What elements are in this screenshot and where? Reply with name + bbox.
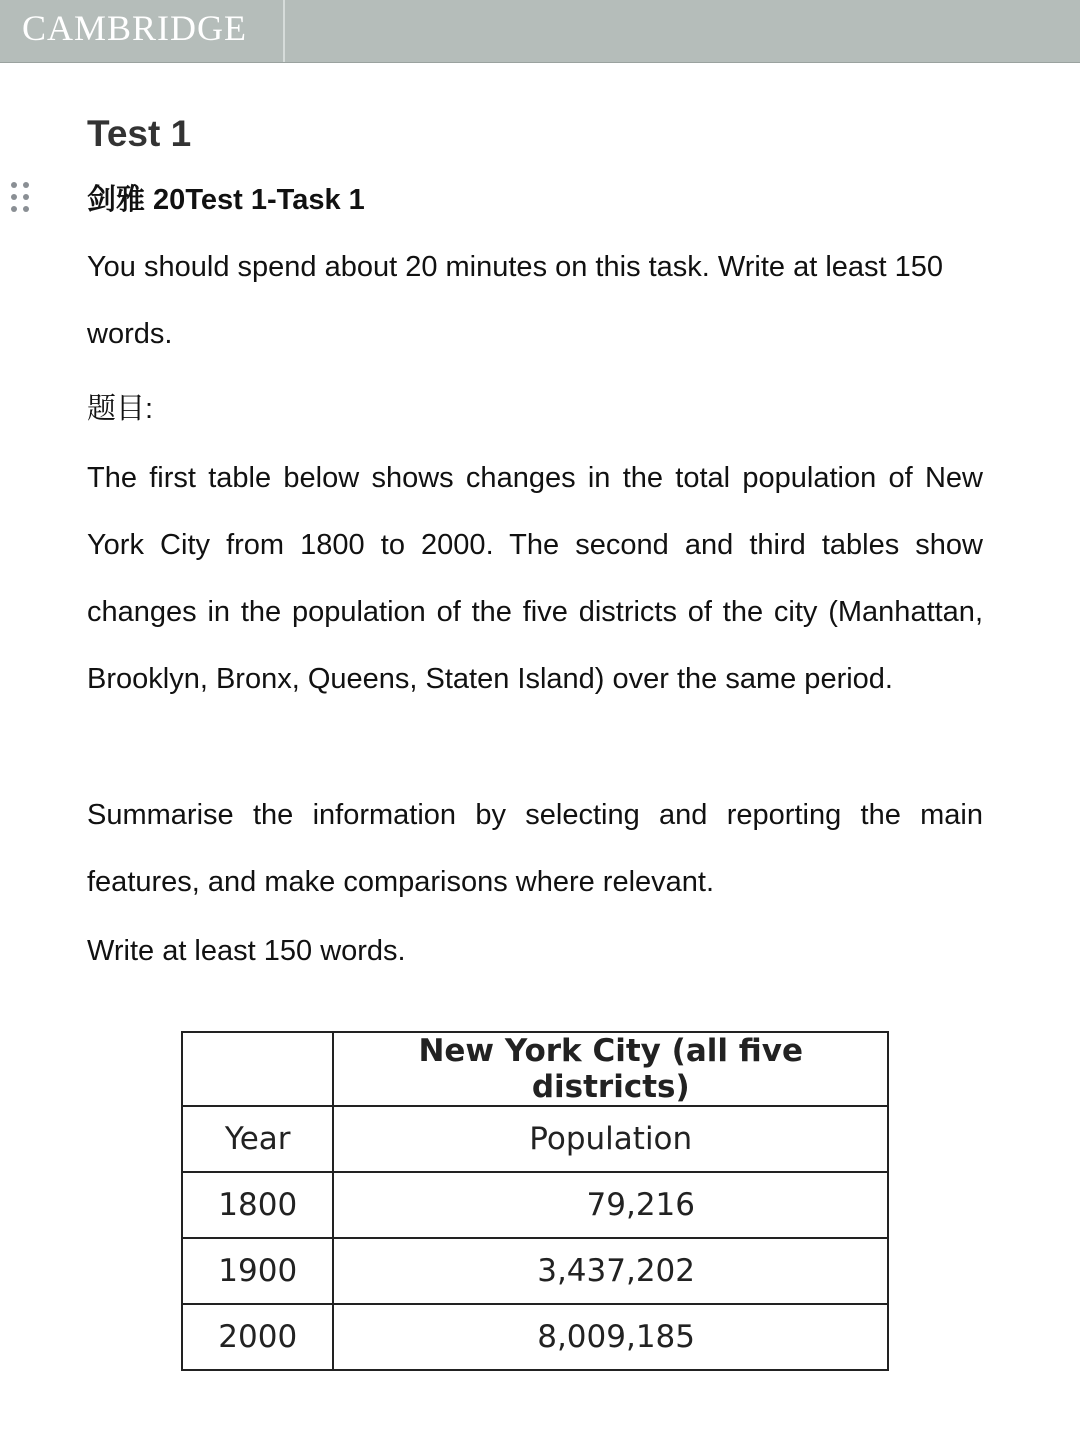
banner-divider — [283, 0, 285, 62]
word-count-instruction: Write at least 150 words. — [87, 935, 406, 967]
summarise-paragraph: Summarise the information by selecting and reporting the main features, and make comparisons where relevant. — [87, 799, 983, 898]
prompt-paragraph: The first table below shows changes in the total population of New York City from 1800 to 2000. The second and third tables show changes in the population of the five districts of the city (Manhattan, Brooklyn, Bronx, Queens, Staten Island) over the same period. — [87, 462, 983, 695]
table-row — [182, 1304, 888, 1370]
intro-paragraph: You should spend about 20 minutes on this task. Write at least 150 words. — [87, 251, 944, 350]
table-corner-cell — [182, 1032, 333, 1106]
year-cell: 1900 — [182, 1238, 333, 1304]
population-cell: 8,009,185 — [333, 1304, 888, 1370]
drag-handle-icon[interactable] — [9, 180, 33, 216]
task-heading: 剑雅 20Test 1-Task 1 — [87, 184, 365, 216]
brand-logo-text: CAMBRIDGE — [22, 8, 248, 48]
table-header-row — [182, 1032, 888, 1106]
year-cell: 2000 — [182, 1304, 333, 1370]
year-cell: 1800 — [182, 1172, 333, 1238]
table-row — [182, 1172, 888, 1238]
page-title: Test 1 — [87, 113, 192, 154]
population-cell: 3,437,202 — [333, 1238, 888, 1304]
table-title-cell: New York City (all five districts) — [333, 1032, 888, 1106]
table-row — [182, 1238, 888, 1304]
year-column-header: Year — [182, 1106, 333, 1172]
population-cell: 79,216 — [333, 1172, 888, 1238]
prompt-label: 题目: — [87, 393, 154, 425]
population-column-header: Population — [333, 1106, 888, 1172]
population-table — [181, 1031, 889, 1371]
table-subheader-row — [182, 1106, 888, 1172]
header-banner — [0, 0, 1080, 63]
